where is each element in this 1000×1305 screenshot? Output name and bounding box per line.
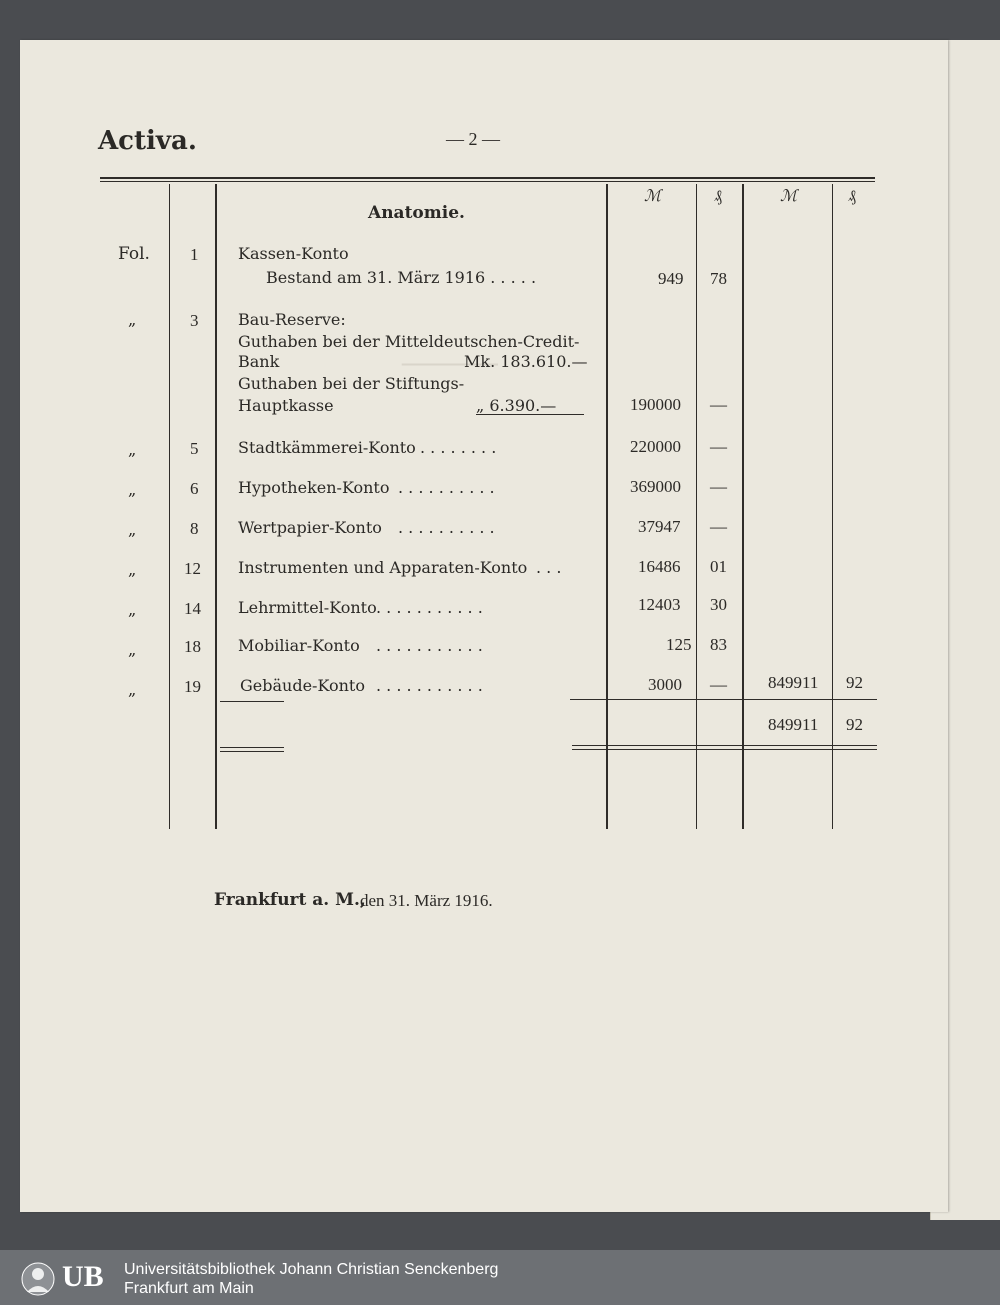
amount-pfennig: — (710, 477, 727, 496)
account-detail: Bestand am 31. März 1916 . . . . . (266, 268, 537, 287)
col-divider-pf2 (832, 184, 833, 829)
desc-double-rule-2 (220, 751, 284, 752)
page-number: — 2 — (446, 129, 500, 149)
row-number: 8 (190, 519, 199, 538)
ditto-mark: „ (128, 600, 137, 619)
amount-mark: 37947 (638, 517, 681, 536)
row-number: 5 (190, 439, 199, 458)
fol-label: Fol. (118, 244, 150, 264)
account-detail-line: Hauptkasse (238, 396, 334, 415)
ditto-mark: „ (128, 440, 137, 459)
amount-mark: 190000 (630, 395, 681, 414)
account-title: Gebäude-Konto (240, 676, 365, 695)
sum-double-rule-2 (572, 749, 877, 750)
col-divider-pf1 (696, 184, 697, 829)
row-number: 3 (190, 311, 199, 330)
amount-pfennig: 30 (710, 595, 727, 614)
ditto-mark: „ (128, 680, 137, 699)
ditto-mark: „ (128, 520, 137, 539)
account-detail-line: Guthaben bei der Mitteldeutschen-Credit- (238, 332, 580, 351)
row-number: 1 (190, 245, 199, 264)
amount-pfennig: — (710, 517, 727, 536)
pfennig-header-2: ₰ (848, 186, 856, 205)
leader-dots: . . . . . . . . . . (398, 518, 495, 537)
amount-mark: 949 (658, 269, 684, 288)
row-number: 19 (184, 677, 201, 696)
ub-wordmark: UB (62, 1260, 104, 1293)
ditto-mark: „ (128, 640, 137, 659)
subtotal-underline (476, 414, 584, 415)
row-number: 12 (184, 559, 201, 578)
closing-place: Frankfurt a. M., (214, 890, 366, 910)
top-rule (100, 177, 875, 179)
pfennig-header-1: ₰ (714, 186, 722, 205)
amount-pfennig: 78 (710, 269, 727, 288)
col-divider-num (169, 184, 170, 829)
account-detail-line: Bank (238, 352, 280, 371)
ditto-mark: „ (128, 310, 137, 329)
account-detail-line: Guthaben bei der Stiftungs- (238, 374, 465, 393)
total-mark: 849911 (768, 673, 819, 692)
leader-dots: . . . (536, 558, 562, 577)
leader-dots: . . . . . . . . (420, 438, 497, 457)
account-title: Instrumenten und Apparaten-Konto (238, 558, 528, 577)
leader-dots: . . . . . . . . . . . (376, 636, 483, 655)
amount-pfennig: — (710, 675, 727, 694)
col-divider-desc (215, 184, 217, 829)
library-footer (0, 1250, 1000, 1305)
row-number: 14 (184, 599, 201, 618)
leader-dots: . . . . . . . . . . . (376, 676, 483, 695)
sum-mark: 849911 (768, 715, 819, 734)
amount-mark: 220000 (630, 437, 681, 456)
top-rule-thin (100, 181, 875, 182)
section-title: Anatomie. (368, 203, 465, 223)
col-divider-mark1 (606, 184, 608, 829)
account-title: Mobiliar-Konto (238, 636, 360, 655)
mark-header-1: ℳ (644, 186, 662, 205)
sum-pfennig: 92 (846, 715, 863, 734)
amount-mark: 125 (666, 635, 692, 654)
row-number: 6 (190, 479, 199, 498)
amount-pfennig: — (710, 395, 727, 414)
ditto-mark: „ (128, 480, 137, 499)
account-title: Wertpapier-Konto (238, 518, 382, 537)
sum-top-rule (570, 699, 877, 700)
amount-mark: 3000 (648, 675, 682, 694)
desc-double-rule-1 (220, 747, 284, 748)
account-title: Hypotheken-Konto (238, 478, 390, 497)
document-page (20, 40, 948, 1212)
mark-header-2: ℳ (780, 186, 798, 205)
library-name: Universitätsbibliothek Johann Christian Senckenberg (124, 1261, 499, 1278)
leader-dots: . . . . . . . . . . (398, 478, 495, 497)
amount-pfennig: 83 (710, 635, 727, 654)
account-detail-amount: „ 6.390.— (476, 396, 557, 415)
amount-pfennig: 01 (710, 557, 727, 576)
page-side-heading: Activa. (98, 126, 197, 156)
desc-short-rule (220, 701, 284, 702)
ditto-mark: „ (128, 560, 137, 579)
account-detail-amount: Mk. 183.610.— (464, 352, 588, 371)
closing-date: den 31. März 1916. (360, 891, 493, 910)
amount-mark: 369000 (630, 477, 681, 496)
row-number: 18 (184, 637, 201, 656)
library-city: Frankfurt am Main (124, 1280, 254, 1297)
account-title: Bau-Reserve: (238, 310, 346, 329)
amount-mark: 16486 (638, 557, 681, 576)
amount-mark: 12403 (638, 595, 681, 614)
account-title: Stadtkämmerei-Konto (238, 438, 416, 457)
total-pfennig: 92 (846, 673, 863, 692)
leader-dots: . . . . . . . . . . . (376, 598, 483, 617)
account-title: Lehrmittel-Konto (238, 598, 377, 617)
account-title: Kassen-Konto (238, 244, 349, 263)
bleed-through-mark: ⸻ (400, 339, 500, 385)
col-divider-mark2 (742, 184, 744, 829)
sum-double-rule-1 (572, 745, 877, 746)
amount-pfennig: — (710, 437, 727, 456)
